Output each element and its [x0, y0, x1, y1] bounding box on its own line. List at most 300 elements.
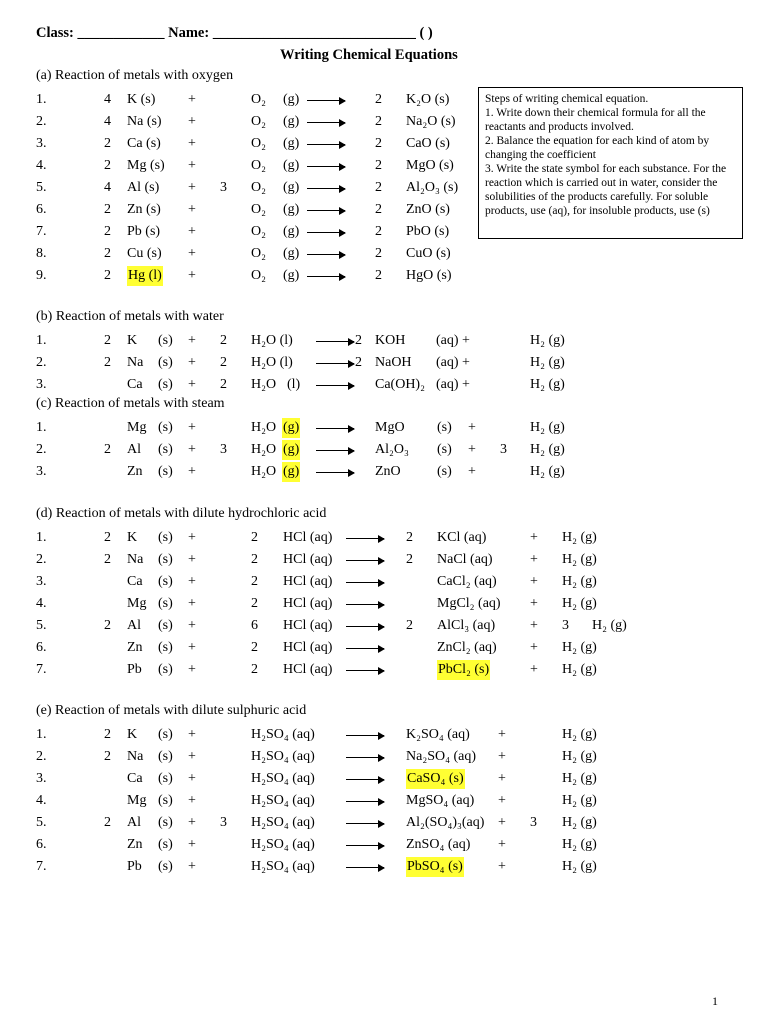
equation-row-c — [0, 440, 768, 460]
plus-sign: + — [468, 420, 476, 435]
row-number: 7. — [36, 224, 47, 239]
reactant-metal: Ca — [127, 771, 143, 786]
section-a-heading: (a) Reaction of metals with oxygen — [36, 68, 234, 83]
plus-sign: + — [188, 333, 196, 348]
equation-row-a — [0, 112, 768, 132]
coefficient: 4 — [104, 180, 111, 195]
product: PbO (s) — [406, 224, 450, 239]
product: Na₂SO₄ (aq) — [406, 749, 477, 764]
coefficient: 2 — [104, 442, 111, 457]
equation-row-a — [0, 90, 768, 110]
reactant-oxygen: O₂ — [251, 246, 266, 261]
product: ZnO (s) — [406, 202, 450, 217]
reactant-metal: Pb — [127, 859, 142, 874]
state-symbol: (g) — [283, 202, 300, 217]
row-number: 5. — [36, 815, 47, 830]
reaction-arrow-icon — [316, 385, 354, 386]
step-2: 2. Balance the equation for each kind of atom by changing the coefficient — [485, 135, 710, 161]
row-number: 7. — [36, 859, 47, 874]
hydrogen-product: H₂ (g) — [562, 793, 597, 808]
class-name-header — [36, 25, 433, 42]
plus-sign: + — [188, 749, 196, 764]
plus-sign: + — [188, 377, 196, 392]
coefficient: 2 — [375, 136, 382, 151]
product: AlCl₃ (aq) — [437, 618, 496, 633]
coefficient: 2 — [251, 662, 258, 677]
state-symbol: (s) — [158, 464, 173, 479]
state-symbol: (g) — [283, 180, 300, 195]
equation-row-e — [0, 835, 768, 855]
reaction-arrow-icon — [316, 363, 354, 364]
product-state: (s) — [437, 464, 452, 479]
state-symbol: (g) — [283, 92, 300, 107]
hydrogen-product: H₂ (g) — [562, 552, 597, 567]
reaction-arrow-icon — [346, 670, 384, 671]
page-title: Writing Chemical Equations — [280, 47, 458, 63]
reactant-metal: Mg — [127, 596, 147, 611]
class-blank: ____________ — [77, 25, 165, 41]
plus-sign: + — [498, 793, 506, 808]
product: HgO (s) — [406, 268, 452, 283]
state-symbol: (g) — [283, 136, 300, 151]
plus-sign: + — [188, 793, 196, 808]
plus-sign: + — [530, 640, 538, 655]
coefficient: 2 — [104, 727, 111, 742]
plus-sign: + — [188, 618, 196, 633]
state-symbol: (s) — [158, 530, 173, 545]
coefficient: 2 — [220, 333, 227, 348]
step-3: 3. Write the state symbol for each substance. For the reaction which is carried out in water, consider the solubilities of the products carefully. For soluble products, use (aq), for insoluble products, use (s) — [485, 163, 727, 217]
coefficient: 2 — [104, 333, 111, 348]
reactant-oxygen: O₂ — [251, 224, 266, 239]
hydrogen-product: H₂ (g) — [562, 530, 597, 545]
coefficient: 2 — [375, 224, 382, 239]
reactant-metal: Ca — [127, 377, 143, 392]
plus-sign: + — [188, 771, 196, 786]
reaction-arrow-icon — [346, 626, 384, 627]
reaction-arrow-icon — [346, 845, 384, 846]
hydrogen-product: H₂ (g) — [530, 333, 565, 348]
state-symbol: (s) — [158, 333, 173, 348]
reaction-arrow-icon — [307, 232, 345, 233]
reaction-arrow-icon — [307, 276, 345, 277]
state-symbol: (g) — [283, 268, 300, 283]
product: ZnCl₂ (aq) — [437, 640, 497, 655]
hydrogen-product: H₂ (g) — [530, 442, 565, 457]
coefficient: 2 — [104, 224, 111, 239]
plus-sign: + — [188, 815, 196, 830]
section-c-heading: (c) Reaction of metals with steam — [36, 396, 225, 411]
reactant-acid: HCl (aq) — [283, 618, 333, 633]
reactant-steam: H₂O — [251, 464, 277, 479]
product: KOH — [375, 333, 406, 348]
page-number: 1 — [712, 994, 718, 1008]
reactant-acid: HCl (aq) — [283, 574, 333, 589]
reactant-water: H₂O (l) — [251, 333, 293, 348]
equation-row-c — [0, 418, 768, 438]
row-number: 1. — [36, 420, 47, 435]
row-number: 1. — [36, 333, 47, 348]
equation-row-d — [0, 616, 768, 636]
reaction-arrow-icon — [346, 801, 384, 802]
state-symbol: (s) — [158, 640, 173, 655]
reactant-acid: H₂SO₄ (aq) — [251, 771, 315, 786]
coefficient: 2 — [104, 815, 111, 830]
equation-row-e — [0, 747, 768, 767]
equation-row-e — [0, 857, 768, 877]
row-number: 5. — [36, 618, 47, 633]
plus-sign: + — [188, 158, 196, 173]
reactant-steam: H₂O — [251, 420, 277, 435]
plus-sign: + — [188, 464, 196, 479]
plus-sign: + — [188, 442, 196, 457]
product: NaOH — [375, 355, 412, 370]
plus-sign: + — [188, 727, 196, 742]
row-number: 4. — [36, 158, 47, 173]
hydrogen-product: H₂ (g) — [530, 464, 565, 479]
reactant-oxygen: O₂ — [251, 158, 266, 173]
class-label: Class: — [36, 25, 74, 41]
reactant-acid: HCl (aq) — [283, 640, 333, 655]
state-symbol: (s) — [158, 552, 173, 567]
hydrogen-product: H₂ (g) — [562, 837, 597, 852]
equation-row-d — [0, 572, 768, 592]
equation-row-e — [0, 725, 768, 745]
reactant-metal: Zn — [127, 837, 143, 852]
reactant-acid: HCl (aq) — [283, 596, 333, 611]
coefficient: 2 — [251, 530, 258, 545]
reaction-arrow-icon — [307, 254, 345, 255]
equation-row-d — [0, 528, 768, 548]
reactant-water: H₂O (l) — [251, 355, 293, 370]
coefficient: 3 — [562, 618, 569, 633]
plus-sign: + — [188, 136, 196, 151]
coefficient: 2 — [355, 355, 362, 370]
equation-row-e — [0, 769, 768, 789]
row-number: 7. — [36, 662, 47, 677]
coefficient: 2 — [375, 92, 382, 107]
hydrogen-product: H₂ (g) — [562, 640, 597, 655]
product: ZnO — [375, 464, 401, 479]
reactant-water: H₂O — [251, 377, 277, 392]
reaction-arrow-icon — [346, 779, 384, 780]
row-number: 2. — [36, 442, 47, 457]
reactant-acid: H₂SO₄ (aq) — [251, 859, 315, 874]
reactant-acid: H₂SO₄ (aq) — [251, 815, 315, 830]
plus-sign: + — [188, 859, 196, 874]
plus-sign: + — [188, 420, 196, 435]
reactant-oxygen: O₂ — [251, 202, 266, 217]
reactant-acid: HCl (aq) — [283, 662, 333, 677]
coefficient: 2 — [104, 552, 111, 567]
equation-row-a — [0, 266, 768, 286]
reactant-metal: Ca (s) — [127, 136, 161, 151]
hydrogen-product: H₂ (g) — [592, 618, 627, 633]
product-state: (aq) + — [436, 333, 470, 348]
reactant-metal: Pb — [127, 662, 142, 677]
coefficient: 2 — [104, 246, 111, 261]
reaction-arrow-icon — [307, 210, 345, 211]
row-number: 6. — [36, 202, 47, 217]
reaction-arrow-icon — [316, 341, 354, 342]
state-symbol: (s) — [158, 837, 173, 852]
state-symbol: (g) — [283, 224, 300, 239]
reactant-metal: Zn (s) — [127, 202, 161, 217]
product: Al₂O₃ (s) — [406, 180, 459, 195]
hydrogen-product: H₂ (g) — [530, 355, 565, 370]
steam-state-highlight: (g) — [282, 440, 300, 460]
coefficient: 2 — [104, 749, 111, 764]
plus-sign: + — [188, 552, 196, 567]
state-symbol: (s) — [158, 618, 173, 633]
hydrogen-product: H₂ (g) — [562, 574, 597, 589]
row-number: 2. — [36, 114, 47, 129]
reactant-metal: Na — [127, 749, 144, 764]
state-symbol: (s) — [158, 377, 173, 392]
reactant-metal: Al — [127, 442, 141, 457]
product: Al₂(SO₄)₃(aq) — [406, 815, 485, 830]
equation-row-d — [0, 550, 768, 570]
reaction-arrow-icon — [307, 188, 345, 189]
reaction-arrow-icon — [346, 560, 384, 561]
coefficient: 2 — [251, 596, 258, 611]
reactant-metal: Hg (l) — [127, 266, 163, 286]
hydrogen-product: H₂ (g) — [530, 420, 565, 435]
product: CaSO₄ (s) — [406, 769, 465, 789]
equation-row-a — [0, 156, 768, 176]
row-number: 1. — [36, 530, 47, 545]
reactant-oxygen: O₂ — [251, 268, 266, 283]
reactant-steam: H₂O — [251, 442, 277, 457]
plus-sign: + — [530, 618, 538, 633]
row-number: 3. — [36, 771, 47, 786]
state-symbol: (s) — [158, 859, 173, 874]
hydrogen-product: H₂ (g) — [562, 815, 597, 830]
row-number: 6. — [36, 640, 47, 655]
coefficient: 2 — [104, 136, 111, 151]
coefficient: 2 — [104, 202, 111, 217]
reactant-metal: Mg — [127, 420, 147, 435]
reaction-arrow-icon — [346, 604, 384, 605]
plus-sign: + — [530, 530, 538, 545]
state-symbol: (s) — [158, 420, 173, 435]
plus-sign: + — [188, 92, 196, 107]
reactant-metal: K — [127, 727, 138, 742]
reaction-arrow-icon — [346, 823, 384, 824]
equation-row-a — [0, 178, 768, 198]
plus-sign: + — [188, 530, 196, 545]
reactant-metal: Mg — [127, 793, 147, 808]
product: NaCl (aq) — [437, 552, 493, 567]
equation-row-a — [0, 134, 768, 154]
coefficient: 3 — [530, 815, 537, 830]
equation-row-b — [0, 353, 768, 373]
reactant-metal: Na — [127, 552, 144, 567]
plus-sign: + — [188, 596, 196, 611]
coefficient: 2 — [375, 202, 382, 217]
plus-sign: + — [188, 114, 196, 129]
coefficient: 2 — [355, 333, 362, 348]
state-symbol: (s) — [158, 749, 173, 764]
reactant-oxygen: O₂ — [251, 92, 266, 107]
plus-sign: + — [468, 442, 476, 457]
reactant-metal: Pb (s) — [127, 224, 161, 239]
coefficient: 2 — [104, 355, 111, 370]
hydrogen-product: H₂ (g) — [562, 662, 597, 677]
product: PbCl₂ (s) — [437, 660, 490, 680]
row-number: 1. — [36, 727, 47, 742]
coefficient: 2 — [375, 268, 382, 283]
section-d-heading: (d) Reaction of metals with dilute hydrochloric acid — [36, 506, 327, 521]
coefficient: 2 — [104, 618, 111, 633]
product-state: (aq) + — [436, 355, 470, 370]
coefficient: 2 — [406, 552, 413, 567]
reactant-metal: Al — [127, 618, 141, 633]
steam-state-highlight: (g) — [282, 418, 300, 438]
equation-row-a — [0, 200, 768, 220]
steam-state-highlight: (g) — [282, 462, 300, 482]
plus-sign: + — [498, 859, 506, 874]
product: Ca(OH)₂ — [375, 377, 425, 392]
reactant-metal: Al — [127, 815, 141, 830]
product: MgO — [375, 420, 405, 435]
row-number: 2. — [36, 355, 47, 370]
product: K₂SO₄ (aq) — [406, 727, 470, 742]
coefficient: 2 — [220, 377, 227, 392]
section-e-heading: (e) Reaction of metals with dilute sulphuric acid — [36, 703, 307, 718]
reaction-arrow-icon — [346, 757, 384, 758]
reaction-arrow-icon — [307, 166, 345, 167]
product: KCl (aq) — [437, 530, 487, 545]
state-symbol: (s) — [158, 662, 173, 677]
coefficient: 2 — [375, 114, 382, 129]
product: MgSO₄ (aq) — [406, 793, 475, 808]
plus-sign: + — [188, 837, 196, 852]
name-label: Name: — [168, 25, 210, 41]
plus-sign: + — [530, 552, 538, 567]
hydrogen-product: H₂ (g) — [562, 771, 597, 786]
reactant-oxygen: O₂ — [251, 114, 266, 129]
reactant-metal: Ca — [127, 574, 143, 589]
row-number: 2. — [36, 749, 47, 764]
state-symbol: (g) — [283, 246, 300, 261]
state-symbol: (s) — [158, 815, 173, 830]
reactant-metal: Zn — [127, 640, 143, 655]
state-symbol: (s) — [158, 596, 173, 611]
product: PbSO₄ (s) — [406, 857, 464, 877]
state-symbol: (l) — [287, 377, 301, 392]
state-symbol: (g) — [283, 114, 300, 129]
hydrogen-product: H₂ (g) — [562, 596, 597, 611]
plus-sign: + — [188, 180, 196, 195]
reaction-arrow-icon — [346, 582, 384, 583]
plus-sign: + — [188, 355, 196, 370]
row-number: 3. — [36, 574, 47, 589]
equation-row-a — [0, 222, 768, 242]
coefficient: 2 — [104, 530, 111, 545]
hydrogen-product: H₂ (g) — [530, 377, 565, 392]
equation-row-c — [0, 462, 768, 482]
row-number: 8. — [36, 246, 47, 261]
product: K₂O (s) — [406, 92, 450, 107]
row-number: 3. — [36, 464, 47, 479]
equation-row-e — [0, 813, 768, 833]
reactant-metal: Zn — [127, 464, 143, 479]
plus-sign: + — [188, 574, 196, 589]
equation-row-d — [0, 638, 768, 658]
equation-row-b — [0, 331, 768, 351]
plus-sign: + — [188, 202, 196, 217]
hydrogen-product: H₂ (g) — [562, 859, 597, 874]
product: ZnSO₄ (aq) — [406, 837, 471, 852]
reactant-metal: K (s) — [127, 92, 156, 107]
reactant-metal: Mg (s) — [127, 158, 165, 173]
state-symbol: (s) — [158, 793, 173, 808]
reactant-acid: HCl (aq) — [283, 552, 333, 567]
hydrogen-product: H₂ (g) — [562, 727, 597, 742]
state-symbol: (s) — [158, 771, 173, 786]
reaction-arrow-icon — [307, 144, 345, 145]
reactant-oxygen: O₂ — [251, 136, 266, 151]
coefficient: 6 — [251, 618, 258, 633]
row-number: 3. — [36, 377, 47, 392]
state-symbol: (g) — [283, 158, 300, 173]
reactant-oxygen: O₂ — [251, 180, 266, 195]
coefficient: 2 — [251, 640, 258, 655]
steps-heading: Steps of writing chemical equation. — [485, 93, 649, 105]
coefficient: 2 — [406, 618, 413, 633]
coefficient: 2 — [251, 574, 258, 589]
reactant-acid: H₂SO₄ (aq) — [251, 727, 315, 742]
product: Na₂O (s) — [406, 114, 456, 129]
coefficient: 2 — [251, 552, 258, 567]
plus-sign: + — [188, 246, 196, 261]
reactant-acid: H₂SO₄ (aq) — [251, 749, 315, 764]
reactant-metal: K — [127, 333, 138, 348]
coefficient: 2 — [375, 180, 382, 195]
reaction-arrow-icon — [346, 648, 384, 649]
plus-sign: + — [498, 771, 506, 786]
product: Al₂O₃ — [375, 442, 409, 457]
row-number: 3. — [36, 136, 47, 151]
reaction-arrow-icon — [307, 100, 345, 101]
plus-sign: + — [530, 596, 538, 611]
reaction-arrow-icon — [346, 538, 384, 539]
state-symbol: (s) — [158, 355, 173, 370]
plus-sign: + — [498, 727, 506, 742]
equation-row-d — [0, 594, 768, 614]
reactant-metal: Na — [127, 355, 144, 370]
step-1: 1. Write down their chemical formula for all the reactants and products involved. — [485, 107, 706, 133]
product: MgCl₂ (aq) — [437, 596, 501, 611]
product-state: (aq) + — [436, 377, 470, 392]
row-number: 5. — [36, 180, 47, 195]
section-b-heading: (b) Reaction of metals with water — [36, 309, 224, 324]
plus-sign: + — [498, 749, 506, 764]
reaction-arrow-icon — [316, 472, 354, 473]
reaction-arrow-icon — [316, 428, 354, 429]
reaction-arrow-icon — [346, 735, 384, 736]
coefficient: 2 — [375, 246, 382, 261]
product: CaCl₂ (aq) — [437, 574, 497, 589]
reaction-arrow-icon — [346, 867, 384, 868]
reaction-arrow-icon — [307, 122, 345, 123]
coefficient: 2 — [406, 530, 413, 545]
plus-sign: + — [498, 837, 506, 852]
row-number: 2. — [36, 552, 47, 567]
product: CaO (s) — [406, 136, 450, 151]
row-number: 4. — [36, 793, 47, 808]
